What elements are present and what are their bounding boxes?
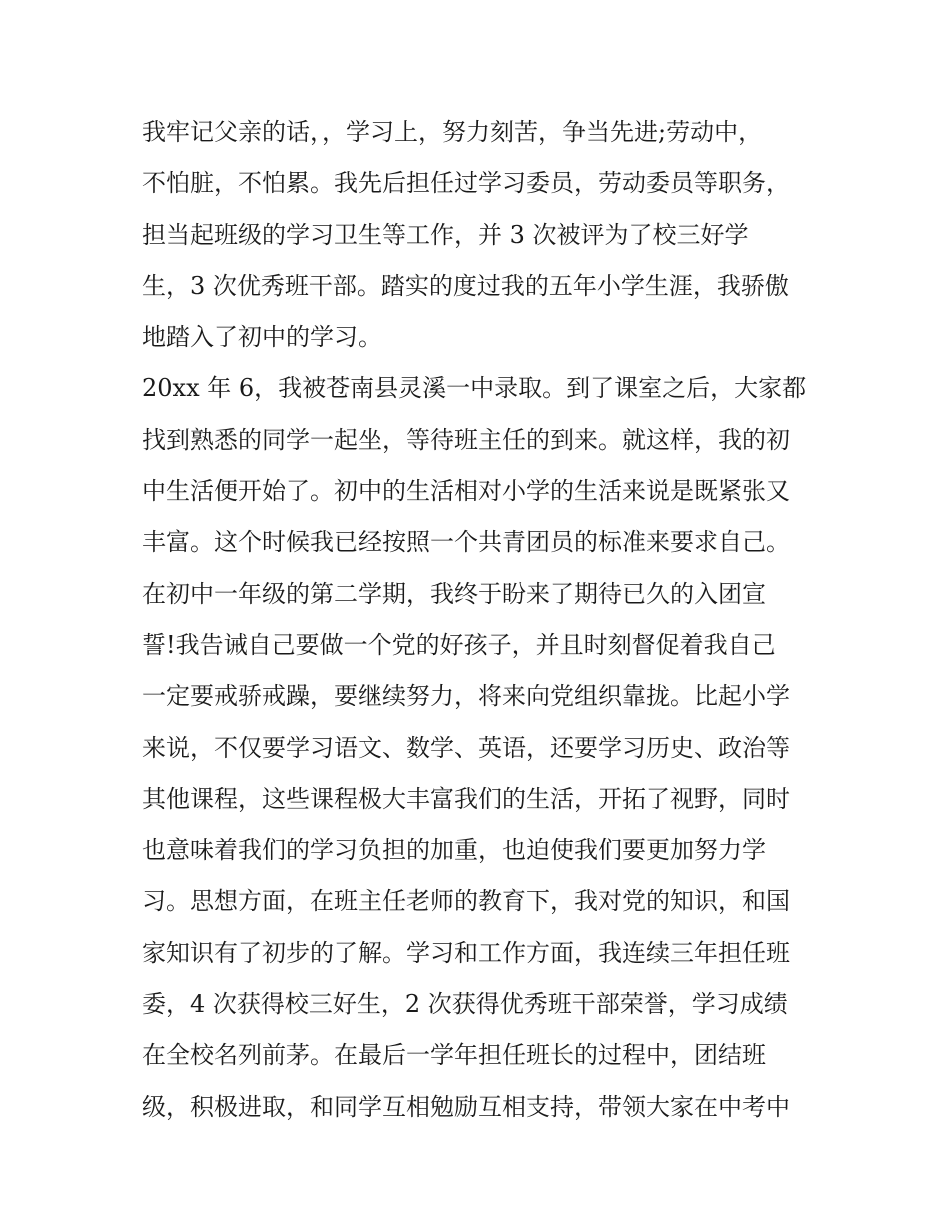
text-line: 担当起班级的学习卫生等工作，并 3 次被评为了校三好学 [142,220,749,249]
text-line: 不怕脏，不怕累。我先后担任过学习委员，劳动委员等职务， [142,169,790,198]
text-line: 找到熟悉的同学一起坐，等待班主任的到来。就这样，我的初 [142,425,790,454]
text-line: 誓!我告诫自己要做一个党的好孩子，并且时刻督促着我自己 [142,630,776,659]
text-line: 级，积极进取，和同学互相勉励互相支持，带领大家在中考中 [142,1092,790,1121]
text-line: 20xx 年 6，我被苍南县灵溪一中录取。到了课室之后，大家都 [142,374,807,403]
text-line: 在初中一年级的第二学期，我终于盼来了期待已久的入团宣 [142,579,766,608]
text-line: 委，4 次获得校三好生，2 次获得优秀班干部荣誉，学习成绩 [142,990,788,1019]
text-line: 其他课程，这些课程极大丰富我们的生活，开拓了视野，同时 [142,784,790,813]
text-line: 家知识有了初步的了解。学习和工作方面，我连续三年担任班 [142,938,790,967]
text-line: 我牢记父亲的话，，学习上，努力刻苦，争当先进;劳动中， [142,118,763,146]
text-line: 习。思想方面，在班主任老师的教育下，我对党的知识，和国 [142,887,790,916]
body-text [142,107,832,1133]
text-line: 丰富。这个时候我已经按照一个共青团员的标准来要求自己。 [142,528,790,557]
text-line: 中生活便开始了。初中的生活相对小学的生活来说是既紧张又 [142,477,790,506]
text-line: 在全校名列前茅。在最后一学年担任班长的过程中，团结班 [142,1041,766,1070]
text-line: 地踏入了初中的学习。 [142,323,382,352]
text-line: 来说，不仅要学习语文、数学、英语，还要学习历史、政治等 [142,733,790,762]
text-line: 也意味着我们的学习负担的加重，也迫使我们要更加努力学 [142,836,766,865]
text-line: 生，3 次优秀班干部。踏实的度过我的五年小学生涯，我骄傲 [142,271,789,300]
text-line: 一定要戒骄戒躁，要继续努力，将来向党组织靠拢。比起小学 [142,682,790,711]
